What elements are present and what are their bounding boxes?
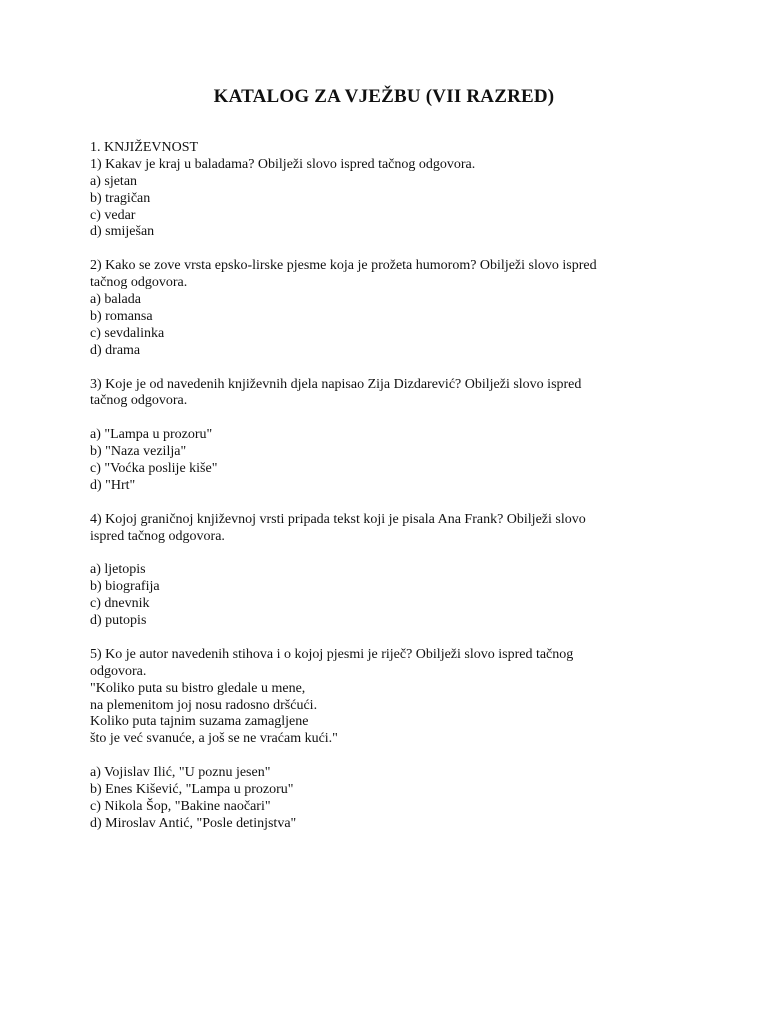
document-content <box>90 140 690 833</box>
question-text: tačnog odgovora. <box>90 275 188 291</box>
question-text: ispred tačnog odgovora. <box>90 528 225 544</box>
blank-line <box>90 748 690 765</box>
answer-option: b) romansa <box>90 308 153 324</box>
question-3 <box>90 377 690 495</box>
answer-options <box>90 292 690 360</box>
blank-line <box>90 546 690 563</box>
answer-option: d) Miroslav Antić, "Posle detinjstva" <box>90 815 297 831</box>
quoted-verse-line: Koliko puta tajnim suzama zamagljene <box>90 714 309 730</box>
answer-option: c) vedar <box>90 207 136 223</box>
question-text: tačnog odgovora. <box>90 393 188 409</box>
question-text: odgovora. <box>90 663 147 679</box>
answer-option: d) smiješan <box>90 224 155 240</box>
answer-options <box>90 174 690 242</box>
question-text: 1) Kakav je kraj u baladama? Obilježi slovo ispred tačnog odgovora. <box>90 156 476 172</box>
quoted-verse-line: "Koliko puta su bistro gledale u mene, <box>90 680 306 696</box>
question-text: 4) Kojoj graničnoj književnoj vrsti pripada tekst koji je pisala Ana Frank? Obilježi slovo <box>90 511 586 527</box>
question-1 <box>90 157 690 241</box>
answer-option: a) balada <box>90 292 141 308</box>
answer-option: b) Enes Kišević, "Lampa u prozoru" <box>90 782 294 798</box>
answer-option: d) putopis <box>90 613 147 629</box>
question-text: 5) Ko je autor navedenih stihova i o kojoj pjesmi je riječ? Obilježi slovo ispred tačnog <box>90 646 574 662</box>
quoted-verse-line: što je već svanuće, a još se ne vraćam kući." <box>90 731 338 747</box>
answer-option: b) "Naza vezilja" <box>90 444 187 460</box>
question-text: 2) Kako se zove vrsta epsko-lirske pjesme koja je prožeta humorom? Obilježi slovo ispred <box>90 258 597 274</box>
answer-option: c) "Voćka poslije kiše" <box>90 461 218 477</box>
answer-option: b) biografija <box>90 579 160 595</box>
quoted-verse-line: na plemenitom joj nosu radosno dršćući. <box>90 697 318 713</box>
blank-line <box>90 410 690 427</box>
answer-option: d) "Hrt" <box>90 477 136 493</box>
question-text: 3) Koje je od navedenih književnih djela napisao Zija Dizdarević? Obilježi slovo ispred <box>90 376 582 392</box>
question-5 <box>90 647 690 833</box>
question-4 <box>90 512 690 630</box>
answer-options <box>90 562 690 630</box>
answer-option: c) dnevnik <box>90 596 150 612</box>
answer-option: a) Vojislav Ilić, "U poznu jesen" <box>90 765 271 781</box>
document-title: KATALOG ZA VJEŽBU (VII RAZRED) <box>213 86 555 107</box>
answer-options <box>90 765 690 833</box>
section-heading: 1. KNJIŽEVNOST <box>90 140 199 155</box>
answer-option: a) "Lampa u prozoru" <box>90 427 213 443</box>
answer-option: c) Nikola Šop, "Bakine naočari" <box>90 798 271 814</box>
answer-option: d) drama <box>90 342 141 358</box>
question-2 <box>90 258 690 359</box>
answer-option: b) tragičan <box>90 190 151 206</box>
answer-option: c) sevdalinka <box>90 325 165 341</box>
answer-option: a) ljetopis <box>90 562 146 578</box>
answer-option: a) sjetan <box>90 173 138 189</box>
answer-options <box>90 427 690 495</box>
